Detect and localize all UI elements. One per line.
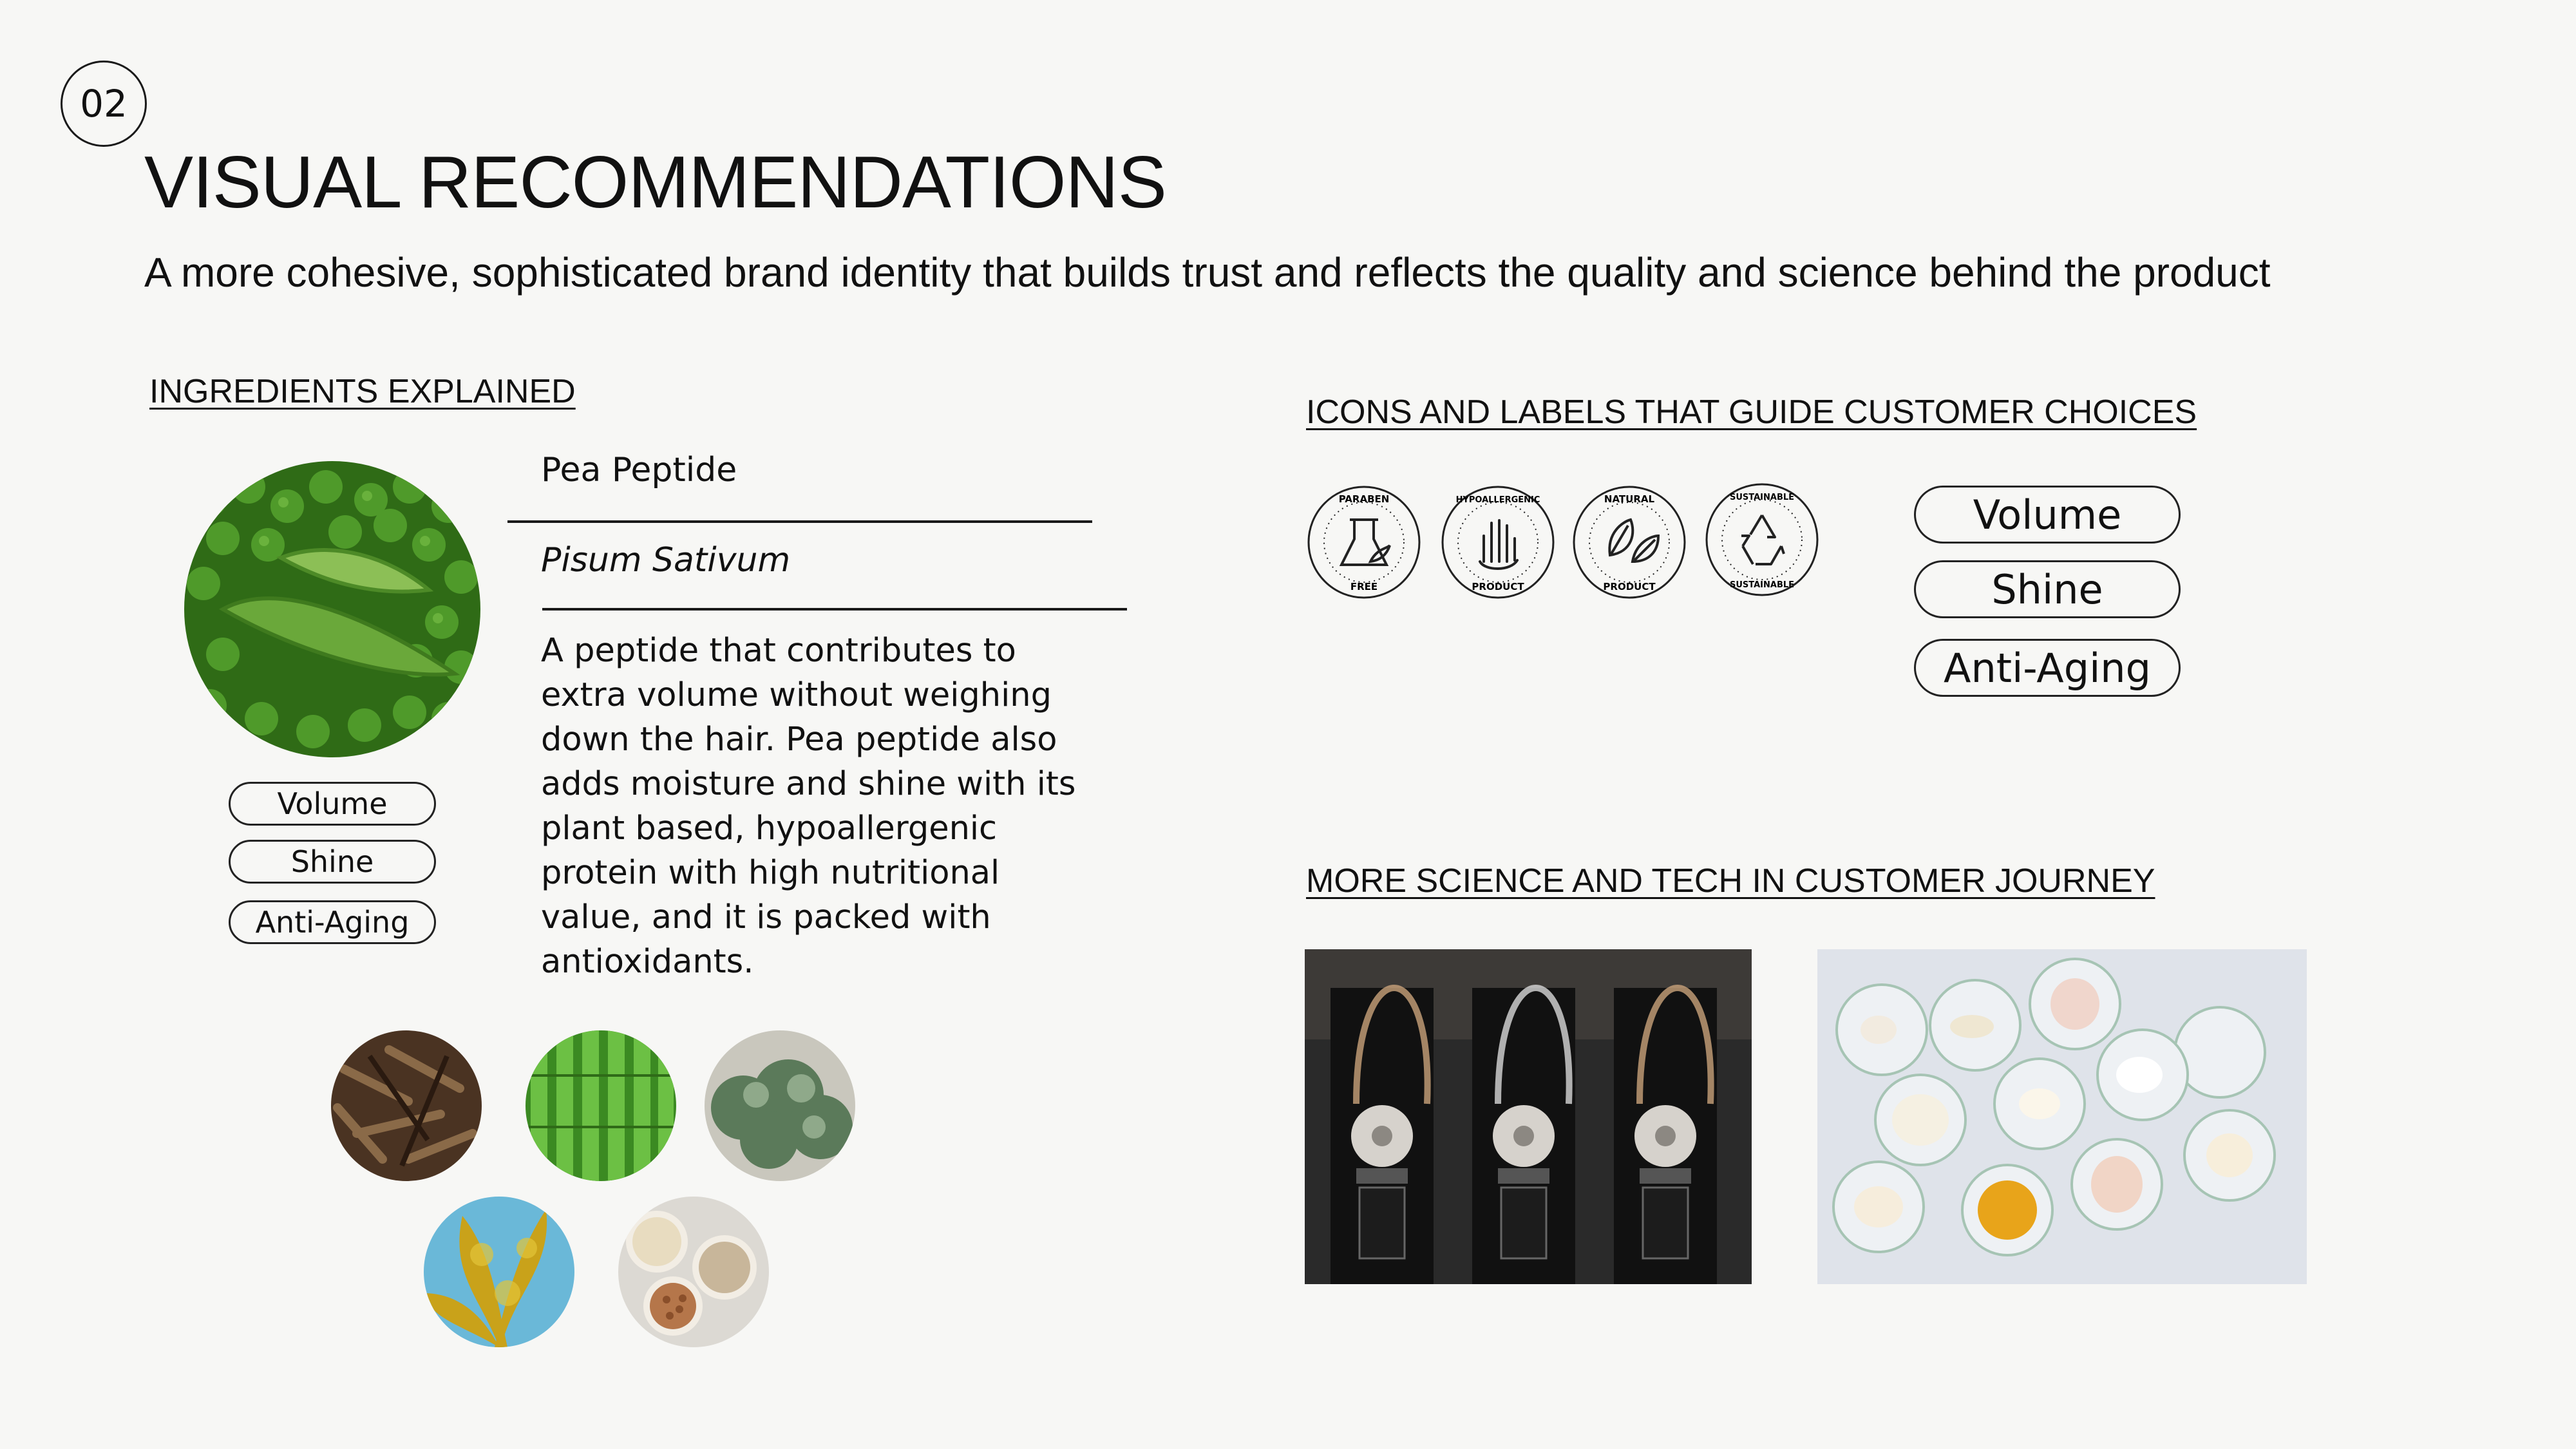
ingredient-description: A peptide that contributes to extra volume without weighing down the hair. Pea peptide also adds moisture and shine with its plant based, hypoallergenic protein with high nutritional value, and it is packed with antioxidants.	[541, 632, 1076, 981]
icons-section-heading: ICONS AND LABELS THAT GUIDE CUSTOMER CHOICES	[1306, 393, 2197, 431]
science-section-heading: MORE SCIENCE AND TECH IN CUSTOMER JOURNEY	[1306, 862, 2155, 900]
page-number-badge	[61, 61, 147, 147]
hand-icon	[1480, 520, 1517, 569]
label-anti-aging: Anti-Aging	[1914, 639, 2181, 697]
dried-bark-image	[331, 1030, 482, 1181]
seaweed-image	[424, 1197, 574, 1347]
dispensing-machine-image	[1305, 949, 1752, 1284]
svg-text:FREE: FREE	[1350, 581, 1378, 592]
label-volume: Volume	[1914, 486, 2181, 544]
powders-and-seeds-image	[618, 1197, 769, 1347]
ingredient-name: Pea Peptide	[541, 451, 737, 489]
svg-text:NATURAL: NATURAL	[1604, 493, 1655, 505]
svg-text:SUSTAINABLE: SUSTAINABLE	[1729, 493, 1795, 502]
ingredients-heading: INGREDIENTS EXPLAINED	[149, 373, 576, 410]
svg-text:PRODUCT: PRODUCT	[1472, 581, 1524, 592]
leaf-icon	[1609, 520, 1658, 562]
page-title: VISUAL RECOMMENDATIONS	[144, 142, 1166, 223]
svg-text:HYPOALLERGENIC: HYPOALLERGENIC	[1455, 495, 1540, 505]
paraben-free-seal	[1306, 484, 1422, 600]
ingredient-scientific-name: Pisum Sativum	[541, 541, 791, 580]
tag-shine: Shine	[229, 840, 436, 884]
svg-text:PARABEN: PARABEN	[1338, 493, 1390, 505]
svg-text:PRODUCT: PRODUCT	[1603, 581, 1656, 592]
divider	[507, 520, 1092, 523]
green-herb-image	[705, 1030, 855, 1181]
natural-product-seal	[1571, 484, 1687, 600]
petri-dishes-image	[1817, 949, 2307, 1284]
sustainable-seal	[1704, 482, 1820, 598]
divider	[542, 608, 1127, 611]
page-number: 02	[80, 82, 128, 126]
svg-text:SUSTAINABLE: SUSTAINABLE	[1729, 580, 1795, 590]
flask-icon	[1341, 520, 1390, 565]
page-subtitle: A more cohesive, sophisticated brand identity that builds trust and reflects the quality and science behind the product	[144, 249, 2271, 296]
pea-image	[184, 461, 480, 757]
tag-anti-aging: Anti-Aging	[229, 900, 436, 944]
label-shine: Shine	[1914, 560, 2181, 618]
hypoallergenic-seal	[1440, 484, 1556, 600]
bamboo-image	[526, 1030, 676, 1181]
recycle-icon	[1741, 515, 1784, 564]
tag-volume: Volume	[229, 782, 436, 826]
